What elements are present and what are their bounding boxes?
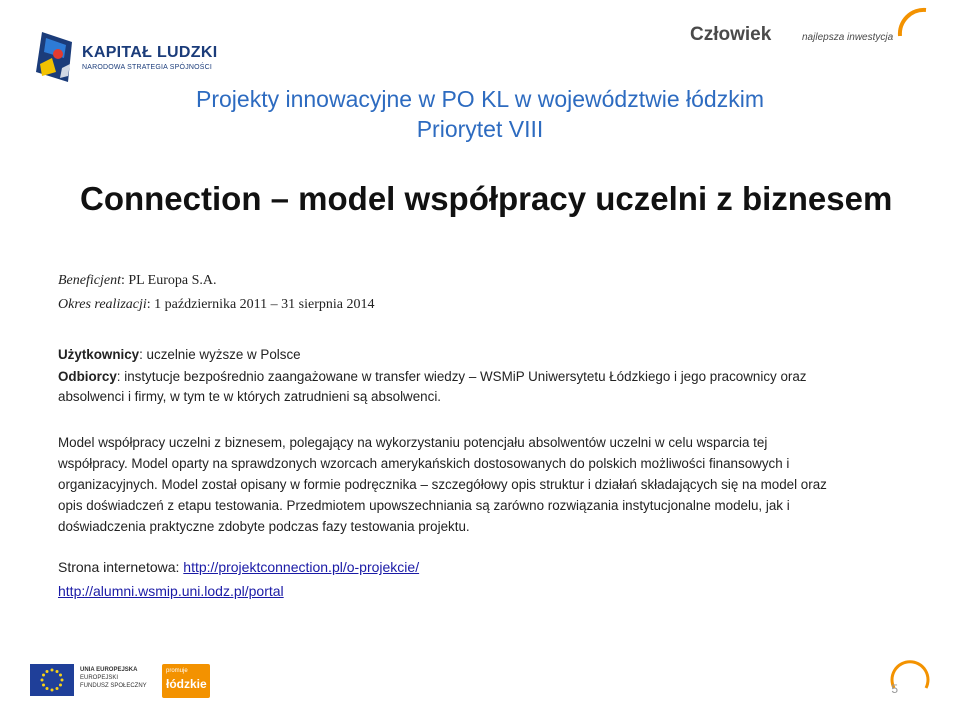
beneficiary-label: Beneficjent [58, 273, 121, 288]
description-line-1: Model współpracy uczelni z biznesem, polegający na wykorzystaniu potencjału absolwentów uczelni w celu wsparcia tej [58, 435, 768, 450]
description-line-4: opis doświadczeń z etapu testowania. Przedmiotem upowszechniania są zarówno rozwiązania instytucjonalne modelu, jak i [58, 498, 790, 513]
czlowiek-logo-tagline: najlepsza inwestycja [802, 32, 894, 43]
users-value: : uczelnie wyższe w Polsce [139, 347, 301, 362]
eu-flag-icon [30, 664, 74, 696]
czlowiek-logo-main: Człowiek [690, 24, 772, 45]
period-line [58, 297, 374, 313]
lodzkie-logo [160, 664, 215, 698]
orange-arc-icon [896, 6, 930, 40]
lodzkie-logo-line2: łódzkie [166, 677, 207, 691]
description-line-2: współpracy. Model oparty na sprawdzonych wzorcach amerykańskich dostosowanych do polskich możliwości finansowych i [58, 456, 790, 471]
recipients-line-1 [58, 367, 908, 387]
period-label: Okres realizacji [58, 297, 147, 312]
description-paragraph [58, 432, 908, 537]
page-title: Connection – model współpracy uczelni z biznesem [80, 180, 893, 217]
kapital-ludzki-title: KAPITAŁ LUDZKI [82, 44, 218, 61]
project-website-link[interactable]: http://projektconnection.pl/o-projekcie/ [183, 559, 420, 575]
users-label: Użytkownicy [58, 347, 140, 362]
website-label: Strona internetowa: [58, 559, 184, 575]
description-line-5: doświadczenia praktyczne zdobyte podczas fazy testowania projektu. [58, 519, 470, 534]
header-title-line2: Priorytet VIII [416, 116, 544, 142]
alumni-portal-link[interactable]: http://alumni.wsmip.uni.lodz.pl/portal [58, 583, 284, 599]
czlowiek-logo [690, 14, 930, 54]
users-line [58, 345, 908, 365]
description-line-3: organizacyjnych. Model został opisany w formie podręcznika – szczegółowy opis struktur i działań składających się na model oraz [58, 477, 827, 492]
website-line-1 [58, 555, 908, 579]
website-line-2 [58, 579, 908, 603]
header-title-line1: Projekty innowacyjne w PO KL w województwie łódzkim [196, 86, 764, 112]
recipients-label: Odbiorcy [58, 369, 117, 384]
eu-logo [30, 664, 147, 698]
header-title [0, 84, 960, 144]
recipients-value-1: : instytucje bezpośrednio zaangażowane w transfer wiedzy – WSMiP Uniwersytetu Łódzkiego i jego pracownicy oraz [116, 369, 807, 384]
recipients-line-2: absolwenci i firmy, w tym te w których zatrudnieni są absolwenci. [58, 389, 442, 404]
kapital-ludzki-emblem-icon [32, 28, 78, 86]
beneficiary-line [58, 273, 217, 289]
period-value: : 1 października 2011 – 31 sierpnia 2014 [146, 297, 375, 312]
eu-logo-line3: FUNDUSZ SPOŁECZNY [80, 683, 147, 689]
users-section [58, 345, 908, 407]
eu-logo-line2: EUROPEJSKI [80, 675, 119, 681]
lodzkie-logo-line1: promuje [166, 668, 188, 674]
slide-number: 5 [891, 682, 898, 696]
kapital-ludzki-logo [32, 28, 232, 88]
eu-logo-line1: UNIA EUROPEJSKA [80, 667, 138, 673]
beneficiary-value: : PL Europa S.A. [120, 273, 217, 288]
kapital-ludzki-subtitle: NARODOWA STRATEGIA SPÓJNOŚCI [82, 64, 213, 71]
website-section [58, 555, 908, 603]
